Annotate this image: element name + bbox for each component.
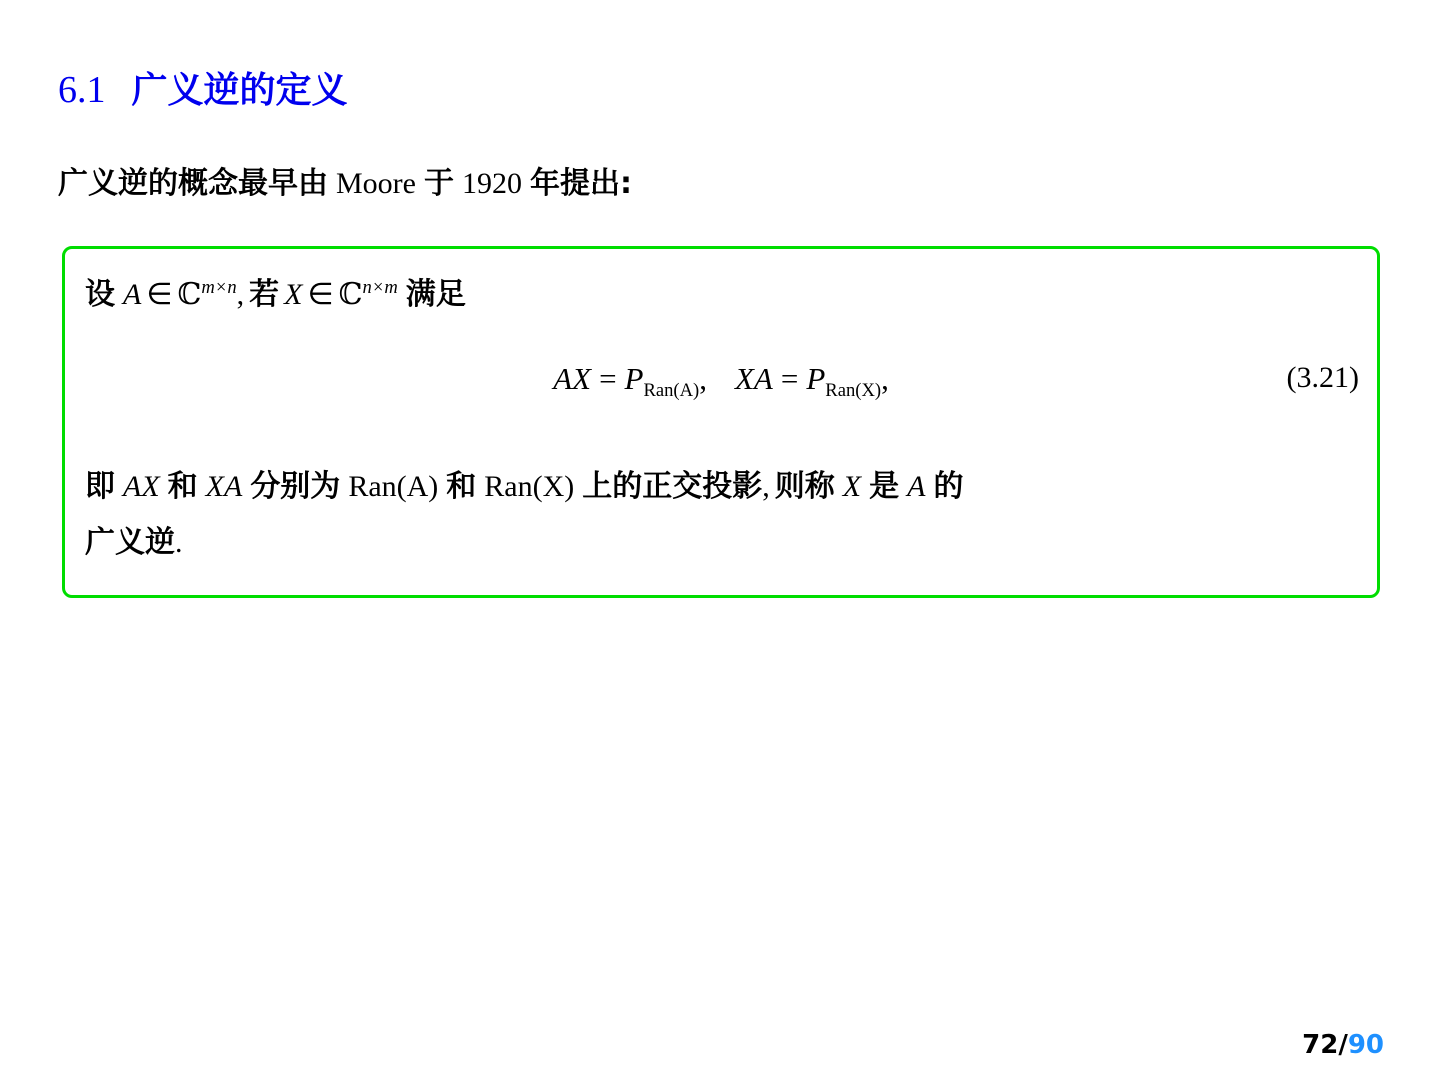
def2-comma: , bbox=[762, 470, 770, 503]
definition-line-1 bbox=[85, 269, 466, 313]
def3-word-generalized-inverse: 广义逆 bbox=[85, 525, 175, 560]
def3-period: . bbox=[175, 526, 183, 559]
def2-symbol-AX: AX bbox=[123, 470, 160, 503]
eq-end-comma: , bbox=[881, 361, 889, 396]
section-title: 广义逆的定义 bbox=[131, 70, 348, 111]
def-word-she: 设 bbox=[85, 277, 115, 312]
intro-text-year: 1920 bbox=[461, 167, 522, 200]
def-comma-1: , bbox=[236, 278, 245, 311]
def-symbol-A: A bbox=[123, 278, 142, 311]
section-number: 6.1 bbox=[58, 69, 106, 111]
def2-symbol-X: X bbox=[842, 470, 862, 503]
def-symbol-X: X bbox=[284, 278, 303, 311]
def-in-1: ∈ bbox=[146, 278, 173, 311]
intro-paragraph bbox=[58, 158, 632, 202]
def-in-2: ∈ bbox=[307, 278, 334, 311]
eq-comma: , bbox=[699, 361, 707, 396]
eq-lhs-2: XA bbox=[735, 361, 773, 396]
def2-word-orthogonal-projection: 上的正交投影 bbox=[582, 469, 763, 504]
eq-equals-2: = bbox=[780, 361, 799, 396]
eq-projector-1: P bbox=[624, 361, 644, 396]
total-pages: 90 bbox=[1347, 1030, 1384, 1060]
definition-line-3 bbox=[85, 517, 183, 561]
definition-box bbox=[62, 246, 1380, 598]
eq-lhs-1: AX bbox=[553, 361, 592, 396]
def-word-ruo: 若 bbox=[249, 277, 280, 312]
def2-ran-X: Ran(X) bbox=[484, 470, 575, 503]
intro-text-part-1: 广义逆的概念最早由 bbox=[58, 166, 328, 201]
eq-equals-1: = bbox=[599, 361, 617, 396]
page-separator: / bbox=[1338, 1030, 1348, 1060]
intro-text-part-2: 于 bbox=[423, 166, 454, 201]
def2-word-he-2: 和 bbox=[446, 469, 477, 504]
definition-equation bbox=[65, 361, 1377, 402]
def2-word-zecheng: 则称 bbox=[774, 469, 835, 504]
eq-projector-1-subscript: Ran(A) bbox=[643, 380, 700, 402]
eq-projector-2: P bbox=[806, 361, 826, 396]
def-complex-field-1: ℂ bbox=[177, 277, 202, 312]
def2-word-fenbiewei: 分别为 bbox=[250, 469, 341, 504]
equation-row bbox=[65, 361, 1377, 421]
def2-word-ji: 即 bbox=[85, 469, 115, 504]
def-dims-1: m×n bbox=[201, 277, 237, 298]
intro-text-moore: Moore bbox=[336, 167, 416, 200]
equation-number: (3.21) bbox=[1286, 361, 1359, 394]
def2-word-he-1: 和 bbox=[167, 469, 198, 504]
eq-projector-2-subscript: Ran(X) bbox=[825, 380, 882, 402]
def2-word-de: 的 bbox=[933, 469, 964, 504]
def2-ran-A: Ran(A) bbox=[348, 470, 439, 503]
def2-word-shi: 是 bbox=[869, 469, 900, 504]
section-heading bbox=[58, 62, 348, 113]
def2-symbol-XA: XA bbox=[205, 470, 243, 503]
def2-symbol-A: A bbox=[907, 470, 926, 503]
current-page: 72 bbox=[1302, 1030, 1339, 1060]
page-number bbox=[1302, 1030, 1384, 1060]
definition-line-2 bbox=[85, 461, 963, 505]
def-word-manzu: 满足 bbox=[405, 277, 466, 312]
def-dims-2: n×m bbox=[362, 277, 398, 298]
def-complex-field-2: ℂ bbox=[338, 277, 363, 312]
intro-text-part-3: 年提出: bbox=[529, 166, 632, 201]
